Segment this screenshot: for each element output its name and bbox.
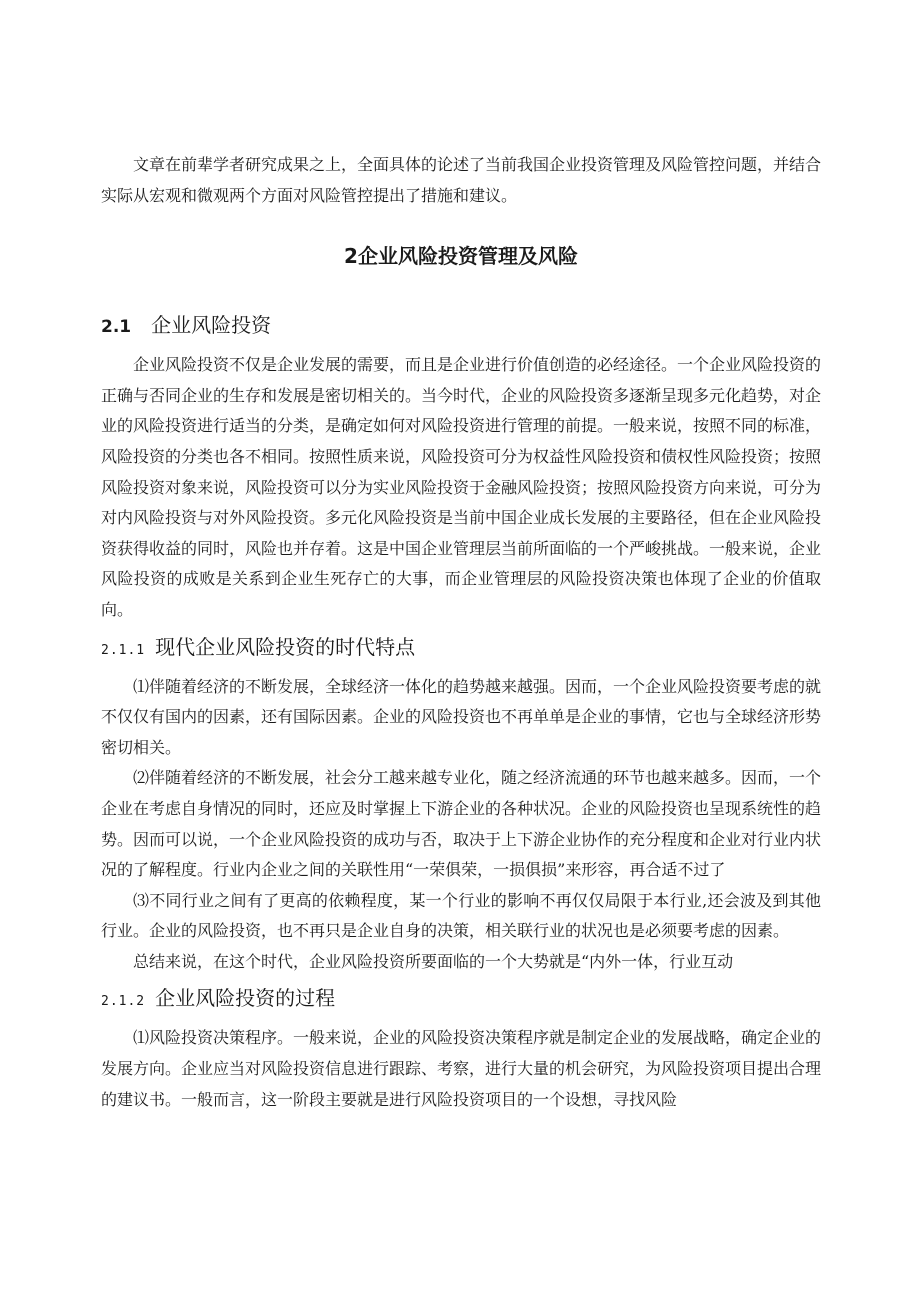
paragraph-2-1-2-item-1: ⑴风险投资决策程序。一般来说，企业的风险投资决策程序就是制定企业的发展战略，确定企业的发展方向。企业应当对风险投资信息进行跟踪、考察，进行大量的机会研究，为风险投资项目提出合理的建议书。一般而言，这一阶段主要就是进行风险投资项目的一个设想，寻找风险 [101, 1028, 822, 1109]
section-number: 2.1 [101, 317, 132, 338]
section-heading-2-1 [101, 310, 821, 342]
paragraph-2-1-1-item-1: ⑴伴随着经济的不断发展，全球经济一体化的趋势越来越强。因而，一个企业风险投资要考虑的就不仅仅有国内的因素，还有国际因素。企业的风险投资也不再单单是企业的事情，它也与全球经济形势密切相关。 [101, 676, 822, 757]
subsection-number: 2.1.2 [101, 994, 146, 1010]
subsection-title: 企业风险投资的过程 [155, 986, 336, 1011]
subsection-heading-2-1-2 [101, 983, 821, 1017]
section-title: 企业风险投资 [151, 313, 272, 338]
subsection-heading-2-1-1 [101, 632, 821, 666]
subsection-number: 2.1.1 [101, 642, 146, 658]
paragraph-2-1-1-item-3: ⑶不同行业之间有了更高的依赖程度，某一个行业的影响不再仅仅局限于本行业,还会波及到其他行业。企业的风险投资，也不再只是企业自身的决策，相关联行业的状况也是必须要考虑的因素。 [101, 890, 821, 941]
chapter-heading: 2企业风险投资管理及风险 [344, 244, 578, 269]
subsection-title: 现代企业风险投资的时代特点 [155, 634, 416, 659]
paragraph-2-1-1-item-2: ⑵伴随着经济的不断发展，社会分工越来越专业化，随之经济流通的环节也越来越多。因而，一个企业在考虑自身情况的同时，还应及时掌握上下游企业的各种状况。企业的风险投资也呈现系统性的趋势。因而可以说，一个企业风险投资的成功与否，取决于上下游企业协作的充分程度和企业对行业内状况的了解程度。行业内企业之间的关联性用“一荣俱荣，一损俱损”来形容，再合适不过了 [101, 768, 822, 880]
intro-paragraph: 文章在前辈学者研究成果之上，全面具体的论述了当前我国企业投资管理及风险管控问题，并结合实际从宏观和微观两个方面对风险管控提出了措施和建议。 [101, 155, 822, 205]
section-2-1-paragraph: 企业风险投资不仅是企业发展的需要，而且是企业进行价值创造的必经途径。一个企业风险投资的正确与否同企业的生存和发展是密切相关的。当今时代，企业的风险投资多逐渐呈现多元化趋势，对企业的风险投资进行适当的分类，是确定如何对风险投资进行管理的前提。一般来说，按照不同的标准，风险投资的分类也各不相同。按照性质来说，风险投资可分为权益性风险投资和债权性风险投资；按照风险投资对象来说，风险投资可以分为实业风险投资于金融风险投资；按照风险投资方向来说，可分为对内风险投资与对外风险投资。多元化风险投资是当前中国企业成长发展的主要路径，但在企业风险投资获得收益的同时，风险也并存着。这是中国企业管理层当前所面临的一个严峻挑战。一般来说，企业风险投资的成败是关系到企业生死存亡的大事，而企业管理层的风险投资决策也体现了企业的价值取向。 [101, 355, 822, 619]
paragraph-2-1-1-summary: 总结来说，在这个时代，企业风险投资所要面临的一个大势就是“内外一体，行业互动 [133, 951, 734, 971]
document-body [101, 150, 821, 1115]
